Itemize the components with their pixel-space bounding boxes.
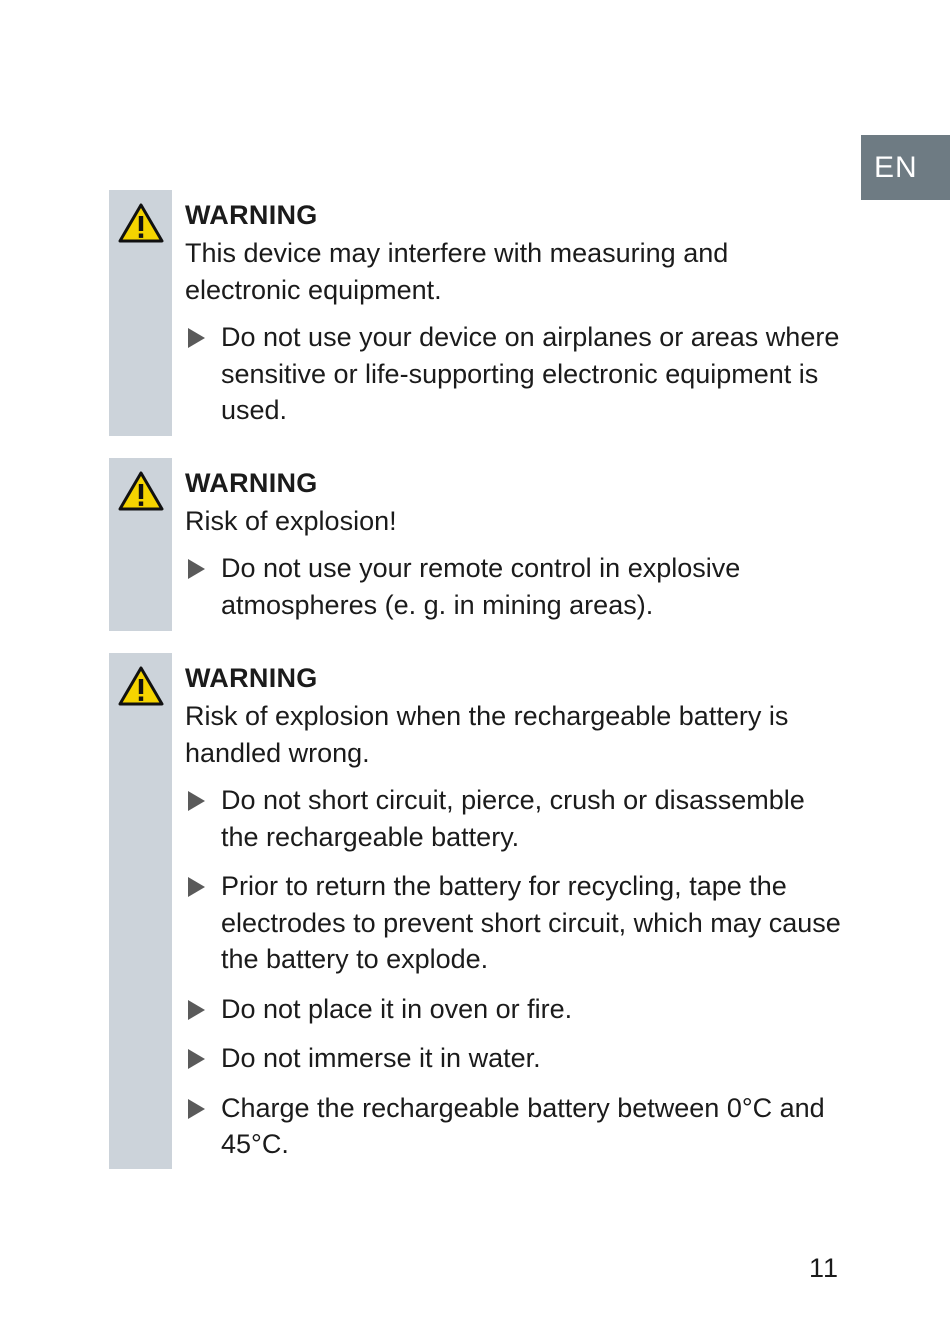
instruction-item [185, 550, 849, 623]
language-tab: EN [861, 135, 950, 200]
warning-triangle-icon [117, 470, 165, 512]
instruction-item [185, 319, 849, 429]
warning-block [109, 653, 849, 1169]
instruction-text: Do not use your device on airplanes or areas where sensitive or life-supporting electronic equipment is used. [221, 322, 840, 425]
bullet-arrow-icon [188, 328, 205, 348]
warning-sidebar [109, 458, 172, 631]
warning-block [109, 458, 849, 631]
bullet-arrow-icon [188, 559, 205, 579]
bullet-arrow-icon [188, 1000, 205, 1020]
page-number: 11 [809, 1253, 840, 1283]
instruction-text: Do not place it in oven or fire. [221, 993, 573, 1024]
warning-instructions [185, 550, 849, 623]
warning-instructions [185, 782, 849, 1163]
bullet-arrow-icon [188, 791, 205, 811]
warning-triangle-icon [117, 202, 165, 244]
warning-sidebar [109, 653, 172, 1169]
warning-content [185, 458, 849, 636]
warning-title: WARNING [185, 468, 318, 498]
warning-block [109, 190, 849, 436]
warning-title: WARNING [185, 200, 318, 230]
instruction-item [185, 782, 849, 855]
warning-content [185, 653, 849, 1176]
instruction-text: Do not immerse it in water. [221, 1043, 541, 1073]
warning-description: This device may interfere with measuring and electronic equipment. [185, 238, 729, 305]
bullet-arrow-icon [188, 877, 205, 897]
instruction-item [185, 868, 849, 978]
instruction-text: Prior to return the battery for recycling, tape the electrodes to prevent short circuit, which may cause the battery to explode. [221, 871, 841, 974]
warning-triangle-icon [117, 665, 165, 707]
instruction-text: Charge the rechargeable battery between 0°C and 45°C. [221, 1092, 825, 1159]
instruction-text: Do not use your remote control in explosive atmospheres (e. g. in mining areas). [221, 553, 741, 620]
warning-description: Risk of explosion! [185, 506, 397, 536]
instruction-item [185, 1090, 849, 1163]
bullet-arrow-icon [188, 1049, 205, 1069]
warning-content [185, 190, 849, 442]
warning-title: WARNING [185, 663, 318, 693]
bullet-arrow-icon [188, 1099, 205, 1119]
instruction-item [185, 1040, 849, 1077]
warning-description: Risk of explosion when the rechargeable battery is handled wrong. [185, 701, 789, 768]
instruction-item [185, 991, 849, 1028]
warning-instructions [185, 319, 849, 429]
warning-sidebar [109, 190, 172, 436]
instruction-text: Do not short circuit, pierce, crush or disassemble the rechargeable battery. [221, 785, 805, 852]
